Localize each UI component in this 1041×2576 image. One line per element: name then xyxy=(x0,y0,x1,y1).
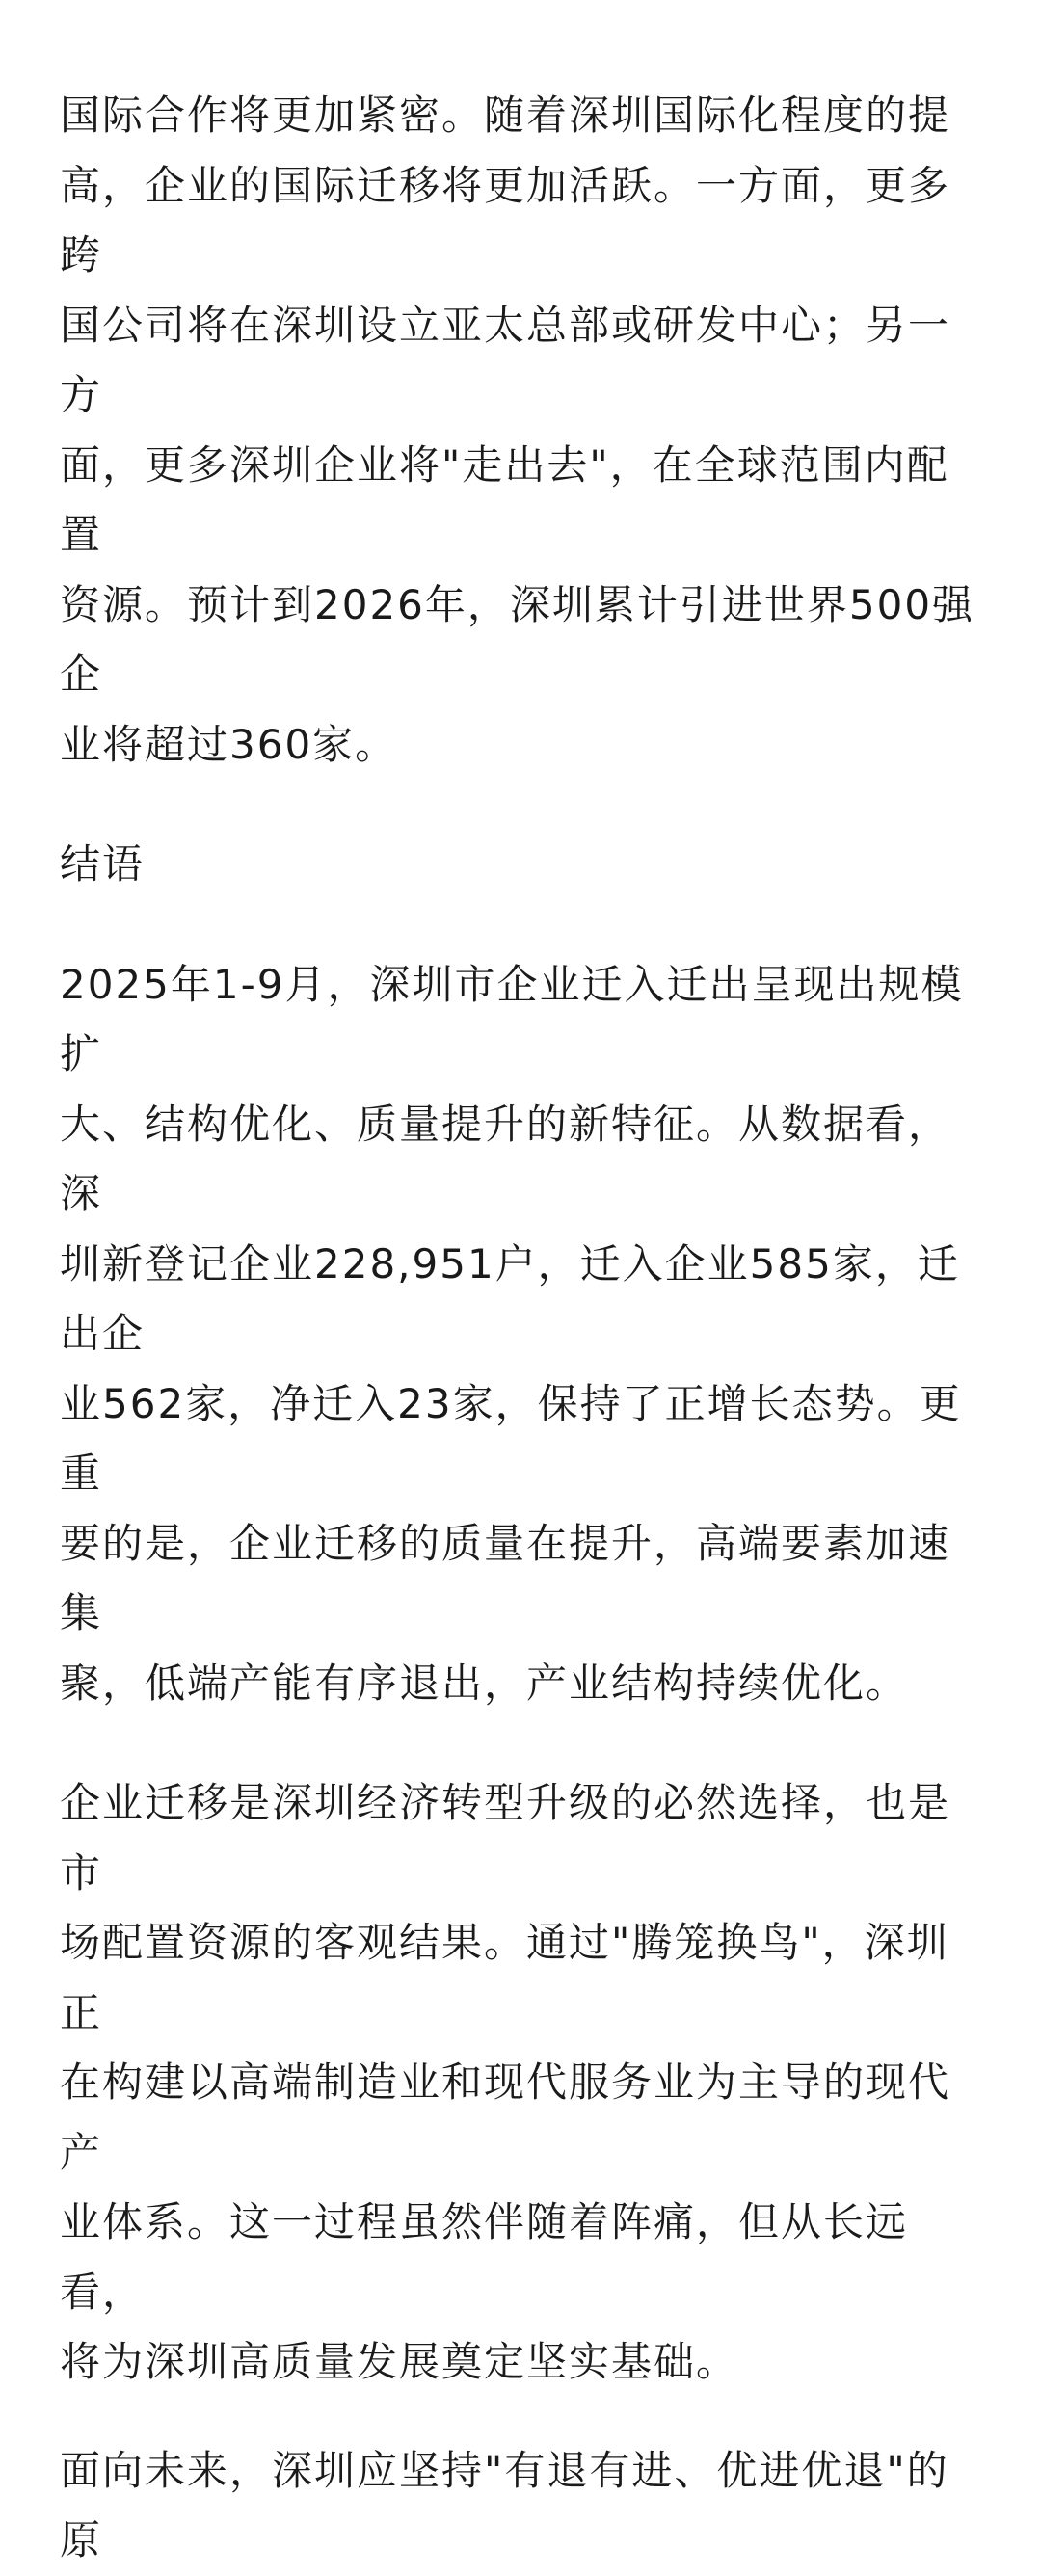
paragraph-transformation: 企业迁移是深圳经济转型升级的必然选择，也是市 场配置资源的客观结果。通过"腾笼换鸟"，深圳正 在构建以高端制造业和现代服务业为主导的现代产 业体系。这一过程虽然伴随着阵痛，但从长远看， 将为深圳高质量发展奠定坚实基础。 xyxy=(60,1779,951,2385)
paragraph-spacer xyxy=(60,780,985,830)
section-heading-conclusion: 结语 xyxy=(60,840,146,888)
paragraph-spacer xyxy=(60,1718,985,1768)
paragraph-summary-data: 2025年1-9月，深圳市企业迁入迁出呈现出规模扩 大、结构优化、质量提升的新特征。从数据看，深 圳新登记企业228,951户，迁入企业585家，迁出企 业562家，净迁入23家，保持了正增长态势。更重 要的是，企业迁移的质量在提升，高端要素加速集 聚，低端产能有序退出，产业结构持续优化。 xyxy=(60,960,964,1707)
paragraph-international-cooperation: 国际合作将更加紧密。随着深圳国际化程度的提 高，企业的国际迁移将更加活跃。一方面，更多跨 国公司将在深圳设立亚太总部或研发中心；另一方 面，更多深圳企业将"走出去"，在全球范围内配置 资源。预计到2026年，深圳累计引进世界500强企 业将超过360家。 xyxy=(60,92,975,768)
article-body xyxy=(60,81,985,2576)
paragraph-spacer xyxy=(60,900,985,950)
paragraph-future: 面向未来，深圳应坚持"有退有进、优进优退"的原 xyxy=(60,2446,949,2563)
paragraph-spacer xyxy=(60,2398,985,2436)
